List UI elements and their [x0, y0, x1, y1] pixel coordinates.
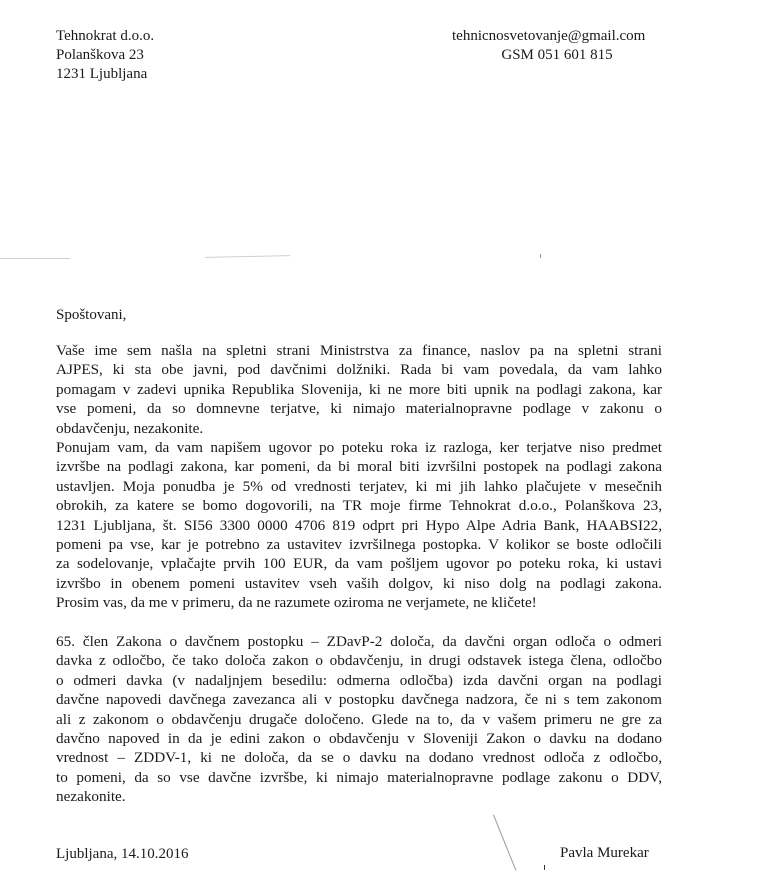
greeting: Spoštovani, — [56, 307, 127, 323]
paragraph-line: nezakonite. — [56, 788, 126, 806]
sender-company: Tehnokrat d.o.o. — [56, 28, 155, 44]
signatory-name: Pavla Murekar — [560, 845, 649, 861]
paragraph-line: AJPES, ki sta obe javni, pod davčnimi dolžniki. Rada bi vam povedala, da vam lahko — [56, 361, 662, 379]
scan-artifact — [540, 254, 541, 258]
sender-street: Polanškova 23 — [56, 47, 144, 63]
paragraph-line: pomagam v zadevi upnika Republika Slovenija, ki ne more biti upnik na podlagi zakona, kar — [56, 380, 662, 398]
paragraph-line: Vaše ime sem našla na spletni strani Ministrstva za finance, naslov pa na spletni strani — [56, 342, 662, 359]
paragraph-line: Ponujam vam, da vam napišem ugovor po poteku roka iz razloga, ker terjatve niso predmet — [56, 439, 662, 456]
paragraph-line: vrednost – ZDDV-1, ki ne določa, da se o davku na dodano vrednost odloča z odločbo, — [56, 749, 662, 767]
paragraph-line: za sodelovanje, vplačajte prvih 100 EUR, da vam pošljem ugovor po poteku roka, ki ustavi — [56, 555, 662, 573]
paragraph-line: davčno napoved in da je edini zakon o obdavčenju v Sloveniji Zakon o davku na dodano — [56, 729, 662, 747]
paragraph-line: 1231 Ljubljana, št. SI56 3300 0000 4706 819 odprt pri Hypo Alpe Adria Bank, HAABSI22, — [56, 516, 662, 534]
paragraph-line: davčne napovedi davčnega zavezanca ali v postopku davčnega nadzora, če ni s tem zakonom — [56, 691, 662, 709]
sender-contact — [452, 27, 662, 65]
paragraph-line: pomeni pa vse, kar je potrebno za ustavitev izvršilnega postopka. V kolikor se boste odločili — [56, 535, 662, 553]
paragraph-line: ali z zakonom o obdavčenju drugače določeno. Glede na to, da v vašem primeru ne gre za — [56, 710, 662, 728]
scan-artifact — [205, 255, 290, 258]
paragraph-line: to pomeni, da so vse davčne izvršbe, ki nimajo materialnopravne podlage zakonu o DDV, — [56, 768, 662, 786]
paragraph-line: o odmeri davka (v nadaljnjem besedilu: odmerna odločba) izda davčni organ na podlagi — [56, 671, 662, 689]
signature-mark — [544, 865, 545, 870]
paragraph-line: 65. člen Zakona o davčnem postopku – ZDavP-2 določa, da davčni organ odloča o odmeri — [56, 633, 662, 650]
paragraph-intro — [56, 341, 662, 438]
paragraph-offer — [56, 438, 662, 613]
scan-artifact — [0, 258, 70, 259]
paragraph-line: Prosim vas, da me v primeru, da ne razumete oziroma ne verjamete, ne kličete! — [56, 594, 537, 612]
contact-email: tehnicnosvetovanje@gmail.com — [452, 28, 646, 44]
place-date: Ljubljana, 14.10.2016 — [56, 846, 189, 862]
signature-stroke — [493, 815, 516, 871]
paragraph-line: davka z odločbo, če tako določa zakon o obdavčenju, in drugi odstavek istega člena, odločbo — [56, 652, 662, 670]
paragraph-line: izvršbe na podlagi zakona, kar pomeni, da bi moral biti izvršilni postopek na podlagi zakona — [56, 458, 662, 476]
paragraph-line: obrokih, za katere se bomo dogovorili, na TR moje firme Tehnokrat d.o.o., Polanškova 23, — [56, 497, 662, 515]
sender-address — [56, 27, 154, 84]
sender-city: 1231 Ljubljana — [56, 66, 148, 82]
contact-phone: GSM 051 601 815 — [501, 47, 613, 63]
paragraph-line: vse pomeni, da so domnevne terjatve, ki nimajo materialnopravne podlage v zakonu o — [56, 400, 662, 418]
paragraph-line: izvršbo in obenem pomeni ustavitev vseh vaših dolgov, ki niso dolg na podlagi zakona. — [56, 574, 662, 592]
paragraph-line: ustavljen. Moja ponudba je 5% od vrednosti terjatev, ki mi jih lahko plačujete v mesečnih — [56, 477, 662, 495]
paragraph-legal — [56, 632, 662, 807]
paragraph-line: obdavčenju, nezakonite. — [56, 419, 204, 437]
